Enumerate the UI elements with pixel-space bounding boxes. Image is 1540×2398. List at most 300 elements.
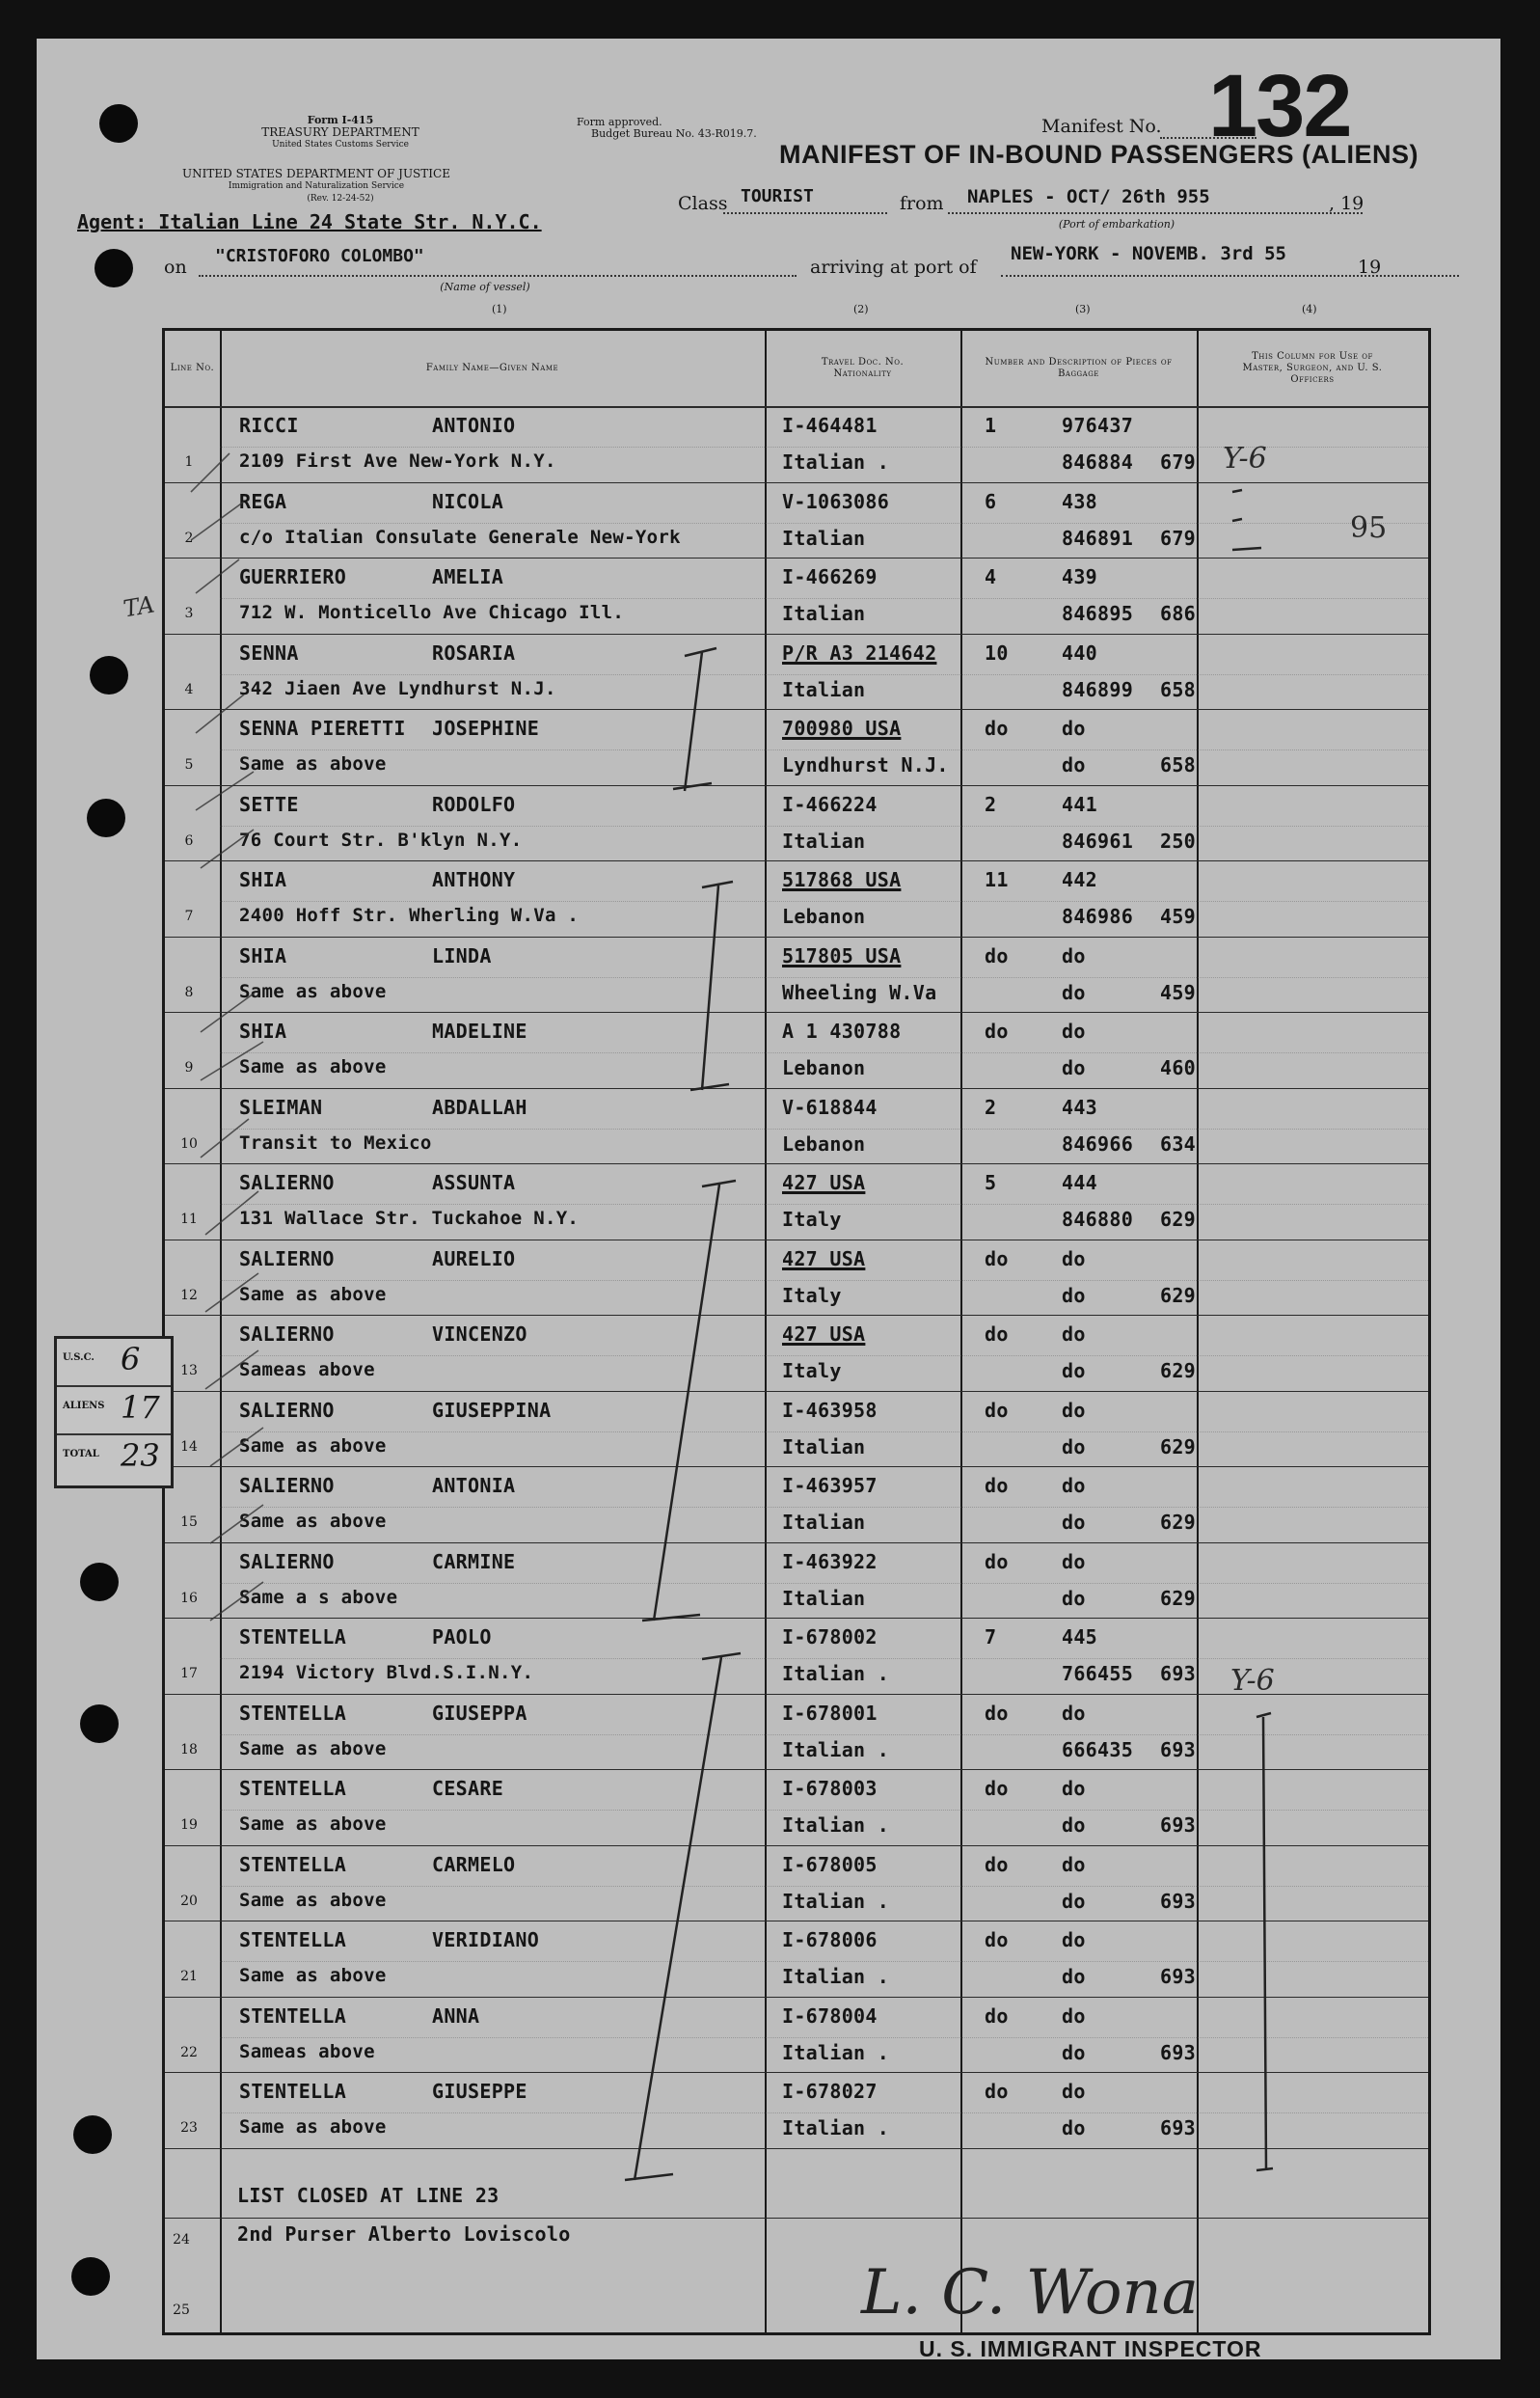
cabin-code: 629 <box>1160 1359 1197 1382</box>
from-label: from <box>900 193 944 214</box>
nationality: Lebanon <box>782 1056 866 1079</box>
punch-hole <box>80 1704 119 1743</box>
cabin-code: 693 <box>1160 2040 1197 2064</box>
arriving-line <box>1001 275 1459 277</box>
row-rule <box>165 634 1428 635</box>
address: Same as above <box>239 2116 387 2138</box>
header-rule <box>165 406 1428 408</box>
nationality: Italian <box>782 1434 866 1458</box>
row-rule <box>165 2148 1428 2149</box>
baggage-pieces: do <box>985 1398 1009 1422</box>
travel-doc-no: 427 USA <box>782 1171 866 1194</box>
line-number-24: 24 <box>173 2232 190 2248</box>
line-number: 9 <box>184 1060 194 1076</box>
address: Same as above <box>239 753 387 775</box>
baggage-ticket: 666435 <box>1062 1737 1134 1761</box>
line-number: 5 <box>184 757 194 773</box>
row-rule <box>165 1845 1428 1846</box>
nationality: Italy <box>782 1283 842 1307</box>
nationality: Italian <box>782 1511 866 1534</box>
col-divider <box>765 331 767 2332</box>
given-name: GIUSEPPE <box>432 2080 527 2103</box>
address: Same as above <box>239 1511 387 1532</box>
baggage-pieces: 11 <box>985 868 1009 891</box>
baggage-ticket: 766455 <box>1062 1662 1134 1685</box>
row-midrule <box>220 1810 1428 1811</box>
address: Same a s above <box>239 1586 398 1608</box>
family-name: SENNA PIERETTI <box>239 717 406 740</box>
line-number: 4 <box>184 681 194 697</box>
nationality: Italian <box>782 677 866 701</box>
line-number: 22 <box>180 2044 198 2060</box>
row-rule <box>165 1769 1428 1770</box>
punch-hole <box>99 104 138 143</box>
baggage-tag: do <box>1062 1020 1086 1043</box>
tally-aliens-label: ALIENS <box>63 1401 105 1411</box>
family-name: STENTELLA <box>239 1928 347 1951</box>
family-name: STENTELLA <box>239 2080 347 2103</box>
nationality: Italian . <box>782 2040 890 2064</box>
baggage-tag: do <box>1062 943 1086 967</box>
nationality: Wheeling W.Va <box>782 980 937 1004</box>
travel-doc-no: 427 USA <box>782 1322 866 1346</box>
travel-doc-no: I-678003 <box>782 1777 878 1800</box>
given-name: CESARE <box>432 1777 504 1800</box>
row-midrule <box>220 901 1428 902</box>
line-number: 11 <box>180 1212 198 1227</box>
family-name: STENTELLA <box>239 1701 347 1725</box>
baggage-pieces: do <box>985 2003 1009 2028</box>
form-number: Form I-415 <box>307 114 374 126</box>
travel-doc-no: 517805 USA <box>782 943 902 967</box>
address: Transit to Mexico <box>239 1131 432 1154</box>
family-name: SALIERNO <box>239 1549 335 1573</box>
row-rule <box>165 1618 1428 1619</box>
purser-note: 2nd Purser Alberto Loviscolo <box>237 2222 571 2246</box>
row-rule <box>165 1466 1428 1467</box>
year-label: , 19 <box>1329 193 1364 214</box>
address: Same as above <box>239 1737 387 1759</box>
travel-doc-no: A 1 430788 <box>782 1020 902 1043</box>
baggage-ticket: 846986 <box>1062 905 1134 928</box>
baggage-ticket: do <box>1062 1511 1086 1534</box>
given-name: NICOLA <box>432 489 504 513</box>
travel-doc-no: V-1063086 <box>782 489 890 513</box>
travel-doc-no: I-463958 <box>782 1398 878 1422</box>
travel-doc-no: I-678005 <box>782 1852 878 1876</box>
cabin-code: 629 <box>1160 1434 1197 1458</box>
tally-box <box>54 1336 174 1488</box>
address: Same as above <box>239 1056 387 1077</box>
family-name: SHIA <box>239 868 287 891</box>
baggage-ticket: 846966 <box>1062 1131 1134 1156</box>
row-rule <box>165 937 1428 938</box>
given-name: PAOLO <box>432 1625 492 1649</box>
inspector-signature: L. C. Wona <box>861 2257 1199 2329</box>
inspector-title: U. S. IMMIGRANT INSPECTOR <box>919 2336 1262 2361</box>
baggage-tag: 438 <box>1062 489 1098 513</box>
travel-doc-no: I-463957 <box>782 1474 878 1497</box>
tally-total-row <box>57 1435 171 1482</box>
given-name: ASSUNTA <box>432 1171 516 1194</box>
baggage-tag: 440 <box>1062 640 1098 665</box>
travel-doc-no: V-618844 <box>782 1095 878 1119</box>
tally-aliens-row <box>57 1387 171 1435</box>
baggage-pieces: do <box>985 1852 1009 1876</box>
given-name: AURELIO <box>432 1246 516 1270</box>
baggage-pieces: 2 <box>985 1095 997 1119</box>
baggage-ticket: do <box>1062 753 1086 777</box>
row-midrule <box>220 1355 1428 1356</box>
baggage-pieces: 5 <box>985 1171 997 1194</box>
travel-doc-no: I-678002 <box>782 1625 878 1649</box>
address: Same as above <box>239 1283 387 1305</box>
class-line <box>723 212 887 214</box>
address: c/o Italian Consulate Generale New-York <box>239 526 681 548</box>
baggage-tag: 444 <box>1062 1171 1098 1194</box>
row-midrule <box>220 1886 1428 1887</box>
row-rule <box>165 785 1428 786</box>
family-name: SHIA <box>239 1020 287 1043</box>
line-number: 12 <box>180 1287 198 1303</box>
row-midrule <box>220 2037 1428 2038</box>
vessel-name: "CRISTOFORO COLOMBO" <box>215 246 424 266</box>
cabin-code: 693 <box>1160 1737 1197 1761</box>
tally-usc-label: U.S.C. <box>63 1352 95 1363</box>
given-name: VINCENZO <box>432 1322 527 1346</box>
cabin-code: 459 <box>1160 980 1197 1004</box>
tally-total-value: 23 <box>121 1437 160 1474</box>
agent-line: Agent: Italian Line 24 State Str. N.Y.C. <box>77 210 542 233</box>
row-midrule <box>220 1431 1428 1432</box>
row-midrule <box>220 977 1428 978</box>
row-midrule <box>220 2112 1428 2113</box>
line-number-25: 25 <box>173 2303 190 2318</box>
row-midrule <box>220 1658 1428 1659</box>
travel-doc-no: 427 USA <box>782 1246 866 1270</box>
row-rule <box>165 860 1428 861</box>
baggage-tag: 441 <box>1062 792 1098 816</box>
punch-hole <box>95 249 133 287</box>
col-num-2: (2) <box>853 303 869 315</box>
line-number: 10 <box>180 1135 198 1152</box>
family-name: SALIERNO <box>239 1398 335 1422</box>
nationality: Italy <box>782 1208 842 1231</box>
handwritten-ta-margin: TA <box>121 590 157 623</box>
given-name: ROSARIA <box>432 640 516 665</box>
cabin-code: 693 <box>1160 2116 1197 2139</box>
baggage-pieces: do <box>985 1246 1009 1270</box>
baggage-tag: do <box>1062 1928 1086 1951</box>
punch-hole <box>71 2257 110 2296</box>
baggage-tag: do <box>1062 2080 1086 2103</box>
family-name: REGA <box>239 489 287 513</box>
class-label: Class <box>678 193 728 214</box>
row-rule-24 <box>165 2218 1428 2219</box>
baggage-pieces: do <box>985 1474 1009 1497</box>
baggage-pieces: 7 <box>985 1625 997 1649</box>
address: Same as above <box>239 1965 387 1986</box>
tally-usc-row <box>57 1339 171 1387</box>
baggage-ticket: 846961 <box>1062 829 1134 853</box>
tally-total-label: TOTAL <box>63 1449 99 1459</box>
line-number: 6 <box>184 832 194 849</box>
manifest-number: 132 <box>1208 57 1351 155</box>
row-midrule <box>220 674 1428 675</box>
travel-doc-no: I-463922 <box>782 1549 878 1573</box>
row-rule <box>165 482 1428 483</box>
baggage-tag: 442 <box>1062 868 1098 891</box>
family-name: STENTELLA <box>239 1625 347 1649</box>
baggage-ticket: do <box>1062 1889 1086 1913</box>
handwritten-y6-lower: Y-6 <box>1230 1664 1275 1698</box>
row-midrule <box>220 1583 1428 1584</box>
travel-doc-no: I-678004 <box>782 2003 878 2028</box>
budget-bureau: Budget Bureau No. 43-R019.7. <box>591 127 757 140</box>
revision: (Rev. 12-24-52) <box>307 194 374 204</box>
header-baggage: Number and Description of Pieces of Baggage <box>985 357 1173 379</box>
address: Sameas above <box>239 2040 375 2062</box>
travel-doc-no: 517868 USA <box>782 868 902 891</box>
baggage-pieces: do <box>985 943 1009 967</box>
nationality: Italian <box>782 526 866 550</box>
nationality: Italian . <box>782 2116 890 2139</box>
given-name: RODOLFO <box>432 792 516 816</box>
baggage-ticket: 846880 <box>1062 1208 1134 1231</box>
baggage-tag: 976437 <box>1062 414 1134 437</box>
address: 712 W. Monticello Ave Chicago Ill. <box>239 602 625 623</box>
line-number: 3 <box>184 606 194 621</box>
nationality: Italian . <box>782 450 890 474</box>
baggage-ticket: do <box>1062 1813 1086 1837</box>
customs-service: United States Customs Service <box>272 140 409 150</box>
baggage-ticket: 846891 <box>1062 526 1134 550</box>
tally-aliens-value: 17 <box>121 1389 160 1426</box>
row-midrule <box>220 1052 1428 1053</box>
given-name: VERIDIANO <box>432 1928 540 1951</box>
baggage-pieces: do <box>985 2080 1009 2103</box>
baggage-pieces: do <box>985 1701 1009 1725</box>
baggage-tag: do <box>1062 1701 1086 1725</box>
form-approved: Form approved. <box>577 116 662 128</box>
family-name: SENNA <box>239 640 299 665</box>
cabin-code: 686 <box>1160 602 1197 625</box>
row-midrule <box>220 1961 1428 1962</box>
cabin-code: 629 <box>1160 1283 1197 1307</box>
punch-hole <box>80 1563 119 1601</box>
row-rule <box>165 1391 1428 1392</box>
punch-hole <box>90 656 128 695</box>
col-num-3: (3) <box>1075 303 1091 315</box>
cabin-code: 693 <box>1160 1813 1197 1837</box>
given-name: ANTONIO <box>432 414 516 437</box>
family-name: SHIA <box>239 943 287 967</box>
embarkation-note: (Port of embarkation) <box>1058 218 1175 231</box>
treasury-dept: TREASURY DEPARTMENT <box>261 125 419 139</box>
handwritten-y6-top: Y-6 <box>1223 442 1267 476</box>
row-midrule <box>220 826 1428 827</box>
nationality: Italian . <box>782 1813 890 1837</box>
cabin-code: 693 <box>1160 1965 1197 1988</box>
manifest-title: MANIFEST OF IN-BOUND PASSENGERS (ALIENS) <box>779 140 1419 169</box>
line-number: 8 <box>184 984 194 1000</box>
cabin-code: 629 <box>1160 1586 1197 1610</box>
nationality: Italian . <box>782 1662 890 1685</box>
address: 131 Wallace Str. Tuckahoe N.Y. <box>239 1208 580 1229</box>
baggage-tag: do <box>1062 717 1086 740</box>
given-name: GIUSEPPA <box>432 1701 527 1725</box>
baggage-pieces: 6 <box>985 489 997 513</box>
baggage-tag: do <box>1062 1777 1086 1800</box>
baggage-tag: do <box>1062 1549 1086 1573</box>
line-number: 17 <box>180 1666 198 1681</box>
baggage-tag: 443 <box>1062 1095 1098 1119</box>
family-name: RICCI <box>239 414 299 437</box>
arriving-label: arriving at port of <box>810 257 977 278</box>
baggage-tag: 439 <box>1062 565 1098 588</box>
nationality: Italian . <box>782 1889 890 1913</box>
travel-doc-no: P/R A3 214642 <box>782 640 937 665</box>
cabin-code: 679 <box>1160 526 1197 550</box>
row-rule <box>165 1163 1428 1164</box>
nationality: Italian . <box>782 1737 890 1761</box>
address: 2400 Hoff Str. Wherling W.Va . <box>239 905 580 926</box>
arriving-value: NEW-YORK - NOVEMB. 3rd 55 <box>1011 243 1286 264</box>
header-travel-doc: Travel Doc. No. Nationality <box>821 357 905 379</box>
cabin-code: 459 <box>1160 905 1197 928</box>
line-number: 13 <box>180 1363 198 1378</box>
nationality: Italian <box>782 602 866 625</box>
cabin-code: 634 <box>1160 1131 1197 1156</box>
line-number: 16 <box>180 1590 198 1606</box>
given-name: AMELIA <box>432 565 504 588</box>
row-rule <box>165 1542 1428 1543</box>
family-name: SETTE <box>239 792 299 816</box>
cabin-code: 679 <box>1160 450 1197 474</box>
row-rule <box>165 1315 1428 1316</box>
baggage-tag: do <box>1062 2003 1086 2028</box>
list-closed-note: LIST CLOSED AT LINE 23 <box>237 2184 500 2207</box>
line-number: 7 <box>184 909 194 924</box>
col-divider <box>1197 331 1199 2332</box>
line-number: 21 <box>180 1969 198 1984</box>
line-number: 2 <box>184 530 194 546</box>
class-value: TOURIST <box>741 186 814 206</box>
line-number: 14 <box>180 1438 198 1455</box>
given-name: MADELINE <box>432 1020 527 1043</box>
vessel-note: (Name of vessel) <box>440 281 530 293</box>
cabin-code: 693 <box>1160 1889 1197 1913</box>
baggage-tag: do <box>1062 1852 1086 1876</box>
row-rule <box>165 2072 1428 2073</box>
family-name: STENTELLA <box>239 2003 347 2028</box>
baggage-ticket: do <box>1062 1056 1086 1079</box>
address: Same as above <box>239 1434 387 1457</box>
nationality: Italian <box>782 1586 866 1610</box>
line-number: 19 <box>180 1817 198 1833</box>
manifest-page <box>37 39 1500 2359</box>
baggage-pieces: 10 <box>985 640 1009 665</box>
row-midrule <box>220 1280 1428 1281</box>
tally-usc-value: 6 <box>121 1341 141 1377</box>
travel-doc-no: I-678001 <box>782 1701 878 1725</box>
baggage-ticket: do <box>1062 1434 1086 1458</box>
baggage-pieces: do <box>985 1020 1009 1043</box>
family-name: SALIERNO <box>239 1246 335 1270</box>
line-number: 1 <box>184 454 194 470</box>
row-rule <box>165 709 1428 710</box>
baggage-pieces: do <box>985 1928 1009 1951</box>
baggage-pieces: 4 <box>985 565 997 588</box>
nationality: Italy <box>782 1359 842 1382</box>
given-name: ABDALLAH <box>432 1095 527 1119</box>
line-number: 23 <box>180 2120 198 2136</box>
given-name: ANNA <box>432 2003 480 2028</box>
given-name: CARMELO <box>432 1852 516 1876</box>
address: Sameas above <box>239 1359 375 1380</box>
nationality: Lebanon <box>782 1131 866 1156</box>
travel-doc-no: I-464481 <box>782 414 878 437</box>
baggage-ticket: do <box>1062 1586 1086 1610</box>
address: Same as above <box>239 1889 387 1911</box>
baggage-ticket: do <box>1062 1965 1086 1988</box>
row-midrule <box>220 1734 1428 1735</box>
family-name: SALIERNO <box>239 1171 335 1194</box>
baggage-tag: do <box>1062 1246 1086 1270</box>
baggage-tag: do <box>1062 1474 1086 1497</box>
manifest-number-label: Manifest No. <box>1041 116 1162 137</box>
row-midrule <box>220 598 1428 599</box>
baggage-tag: 445 <box>1062 1625 1098 1649</box>
on-label: on <box>164 257 187 278</box>
baggage-pieces: do <box>985 1549 1009 1573</box>
baggage-ticket: 846899 <box>1062 677 1134 701</box>
travel-doc-no: I-466269 <box>782 565 878 588</box>
row-rule <box>165 1997 1428 1998</box>
travel-doc-no: I-466224 <box>782 792 878 816</box>
address: 76 Court Str. B'klyn N.Y. <box>239 829 523 851</box>
baggage-pieces: do <box>985 1322 1009 1346</box>
baggage-ticket: 846895 <box>1062 602 1134 625</box>
row-rule <box>165 558 1428 559</box>
baggage-ticket: 846884 <box>1062 450 1134 474</box>
cabin-code: 693 <box>1160 1662 1197 1685</box>
address: 2194 Victory Blvd.S.I.N.Y. <box>239 1662 534 1683</box>
family-name: STENTELLA <box>239 1777 347 1800</box>
baggage-pieces: do <box>985 1777 1009 1800</box>
baggage-pieces: do <box>985 717 1009 740</box>
baggage-ticket: do <box>1062 2040 1086 2064</box>
nationality: Lebanon <box>782 905 866 928</box>
row-midrule <box>220 523 1428 524</box>
punch-hole <box>73 2115 112 2154</box>
cabin-code: 250 <box>1160 829 1197 853</box>
family-name: SALIERNO <box>239 1322 335 1346</box>
family-name: GUERRIERO <box>239 565 347 588</box>
line-number: 20 <box>180 1893 198 1909</box>
col-divider <box>220 331 222 2332</box>
nationality: Lyndhurst N.J. <box>782 753 949 777</box>
nationality: Italian <box>782 829 866 853</box>
address: 2109 First Ave New-York N.Y. <box>239 450 556 472</box>
col-num-4: (4) <box>1302 303 1317 315</box>
baggage-tag: do <box>1062 1398 1086 1422</box>
family-name: SALIERNO <box>239 1474 335 1497</box>
given-name: JOSEPHINE <box>432 717 540 740</box>
baggage-ticket: do <box>1062 2116 1086 2139</box>
passenger-table <box>162 328 1431 2335</box>
nationality: Italian . <box>782 1965 890 1988</box>
